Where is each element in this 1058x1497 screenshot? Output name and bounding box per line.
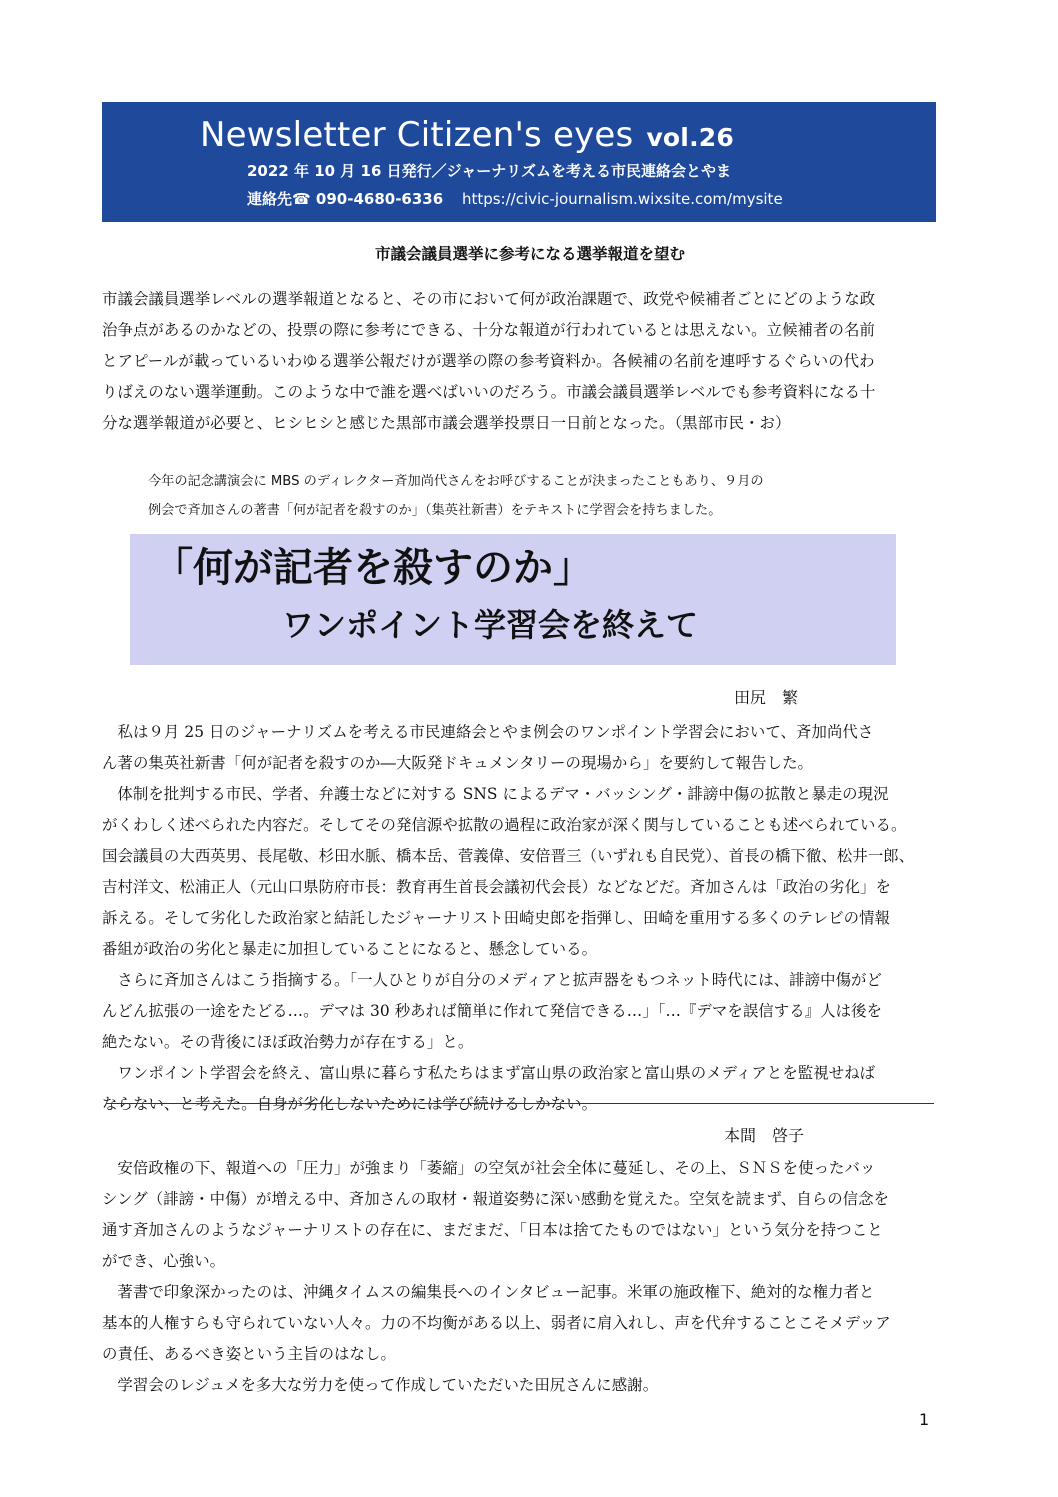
- report-line: 吉村洋文、松浦正人（元山口県防府市長：教育再生首長会議初代会長）などなどだ。斉加さんは「政治の劣化」を: [102, 878, 892, 896]
- report-line: ん著の集英社新書「何が記者を殺すのか―大阪発ドキュメンタリーの現場から」を要約して報告した。: [102, 754, 814, 772]
- report-line: 国会議員の大西英男、長尾敬、杉田水脈、橋本岳、菅義偉、安倍晋三（いずれも自民党）、首長の橋下徹、松井一郎、: [102, 847, 915, 865]
- author-name: 本間 啓子: [724, 1126, 805, 1145]
- report-line: 訴える。そして劣化した政治家と結託したジャーナリスト田崎史郎を指弾し、田崎を重用する多くのテレビの情報: [102, 909, 891, 927]
- intro-line: 今年の記念講演会に MBS のディレクター斉加尚代さんをお呼びすることが決まったこともあり、９月の: [148, 474, 764, 489]
- report-line: 通す斉加さんのようなジャーナリストの存在に、まだまだ、「日本は捨てたものではない」という気分を持つこと: [102, 1221, 883, 1239]
- report-line: シング（誹謗・中傷）が増える中、斉加さんの取材・報道姿勢に深い感動を覚えた。空気を読まず、自らの信念を: [102, 1190, 890, 1208]
- article-line: 市議会議員選挙レベルの選挙報道となると、その市において何が政治課題で、政党や候補者ごとにどのような政: [102, 290, 876, 308]
- newsletter-name: Newsletter Citizen's eyes: [200, 115, 634, 155]
- report-line: がくわしく述べられた内容だ。そしてその発信源や拡散の過程に政治家が深く関与していることも述べられている。: [102, 816, 907, 834]
- website-link[interactable]: https://civic-journalism.wixsite.com/mysite: [461, 190, 783, 208]
- author-name: 田尻 繁: [734, 688, 799, 707]
- page-number: 1: [919, 1410, 930, 1429]
- contact-line: [247, 188, 783, 210]
- article-line: 治争点があるのかなどの、投票の際に参考にできる、十分な報道が行われているとは思えない。立候補者の名前: [102, 321, 875, 339]
- intro-line: 例会で斉加さんの著書「何が記者を殺すのか」（集英社新書）をテキストに学習会を持ちました。: [148, 503, 722, 518]
- report-line: 私は９月 25 日のジャーナリズムを考える市民連絡会とやま例会のワンポイント学習会において、斉加尚代さ: [102, 723, 874, 741]
- article-line: 分な選挙報道が必要と、ヒシヒシと感じた黒部市議会選挙投票日一日前となった。（黒部市民・お）: [102, 414, 791, 432]
- article-line: とアピールが載っているいわゆる選挙公報だけが選挙の際の参考資料か。各候補の名前を連呼するぐらいの代わ: [102, 352, 875, 370]
- report-body: [102, 717, 936, 1120]
- report-line: ワンポイント学習会を終え、富山県に暮らす私たちはまず富山県の政治家と富山県のメディアとを監視せねば: [117, 1064, 876, 1082]
- article-line: りばえのない選挙運動。このような中で誰を選べばいいのだろう。市議会議員選挙レベルでも参考資料になる十: [102, 383, 876, 401]
- report-line: の責任、あるべき姿という主旨のはなし。: [102, 1345, 396, 1363]
- report-line: 体制を批判する市民、学者、弁護士などに対する SNS によるデマ・バッシング・誹謗中傷の拡散と暴走の現況: [117, 785, 889, 803]
- newsletter-title: [200, 114, 734, 159]
- report-line: ならない、と考えた。自身が劣化しないためには学び続けるしかない。: [102, 1095, 598, 1113]
- report-line: さらに斉加さんはこう指摘する。「一人ひとりが自分のメディアと拡声器をもつネット時代には、誹謗中傷がど: [117, 971, 882, 989]
- article-title: 市議会議員選挙に参考になる選挙報道を望む: [374, 245, 685, 263]
- study-session-intro: [148, 467, 878, 525]
- report-line: んどん拡張の一途をたどる…。デマは 30 秒あれば簡単に作れて発信できる…」「…『デマを誤信する』人は後を: [102, 1002, 883, 1020]
- article-body: [102, 284, 936, 439]
- issue-line: 2022 年 10 月 16 日発行／ジャーナリズムを考える市民連絡会とやま: [247, 162, 732, 180]
- feature-banner: [130, 534, 896, 665]
- banner-title-sub: ワンポイント学習会を終えて: [282, 606, 699, 644]
- report-line: 基本的人権すらも守られていない人々。力の不均衡がある以上、弱者に肩入れし、声を代弁することこそメデッア: [102, 1314, 891, 1332]
- report-line: 学習会のレジュメを多大な労力を使って作成していただいた田尻さんに感謝。: [117, 1376, 659, 1394]
- volume-label: vol.26: [646, 123, 734, 152]
- report-line: 番組が政治の劣化と暴走に加担していることになると、懸念している。: [102, 940, 598, 958]
- report-line: 安倍政権の下、報道への「圧力」が強まり「萎縮」の空気が社会全体に蔓延し、その上、ＳＮＳを使ったバッ: [117, 1159, 876, 1177]
- newsletter-header: [102, 102, 936, 222]
- report-line: ができ、心強い。: [102, 1252, 226, 1270]
- banner-title-main: 「何が記者を殺すのか」: [153, 544, 593, 591]
- report-line: 著書で印象深かったのは、沖縄タイムスの編集長へのインタビュー記事。米軍の施政権下、絶対的な権力者と: [117, 1283, 875, 1301]
- report-body: [102, 1153, 936, 1401]
- report-line: 絶たない。その背後にほぼ政治勢力が存在する」と。: [102, 1033, 474, 1051]
- section-divider: [106, 1103, 934, 1104]
- contact-phone: 連絡先☎ 090-4680-6336: [247, 190, 444, 208]
